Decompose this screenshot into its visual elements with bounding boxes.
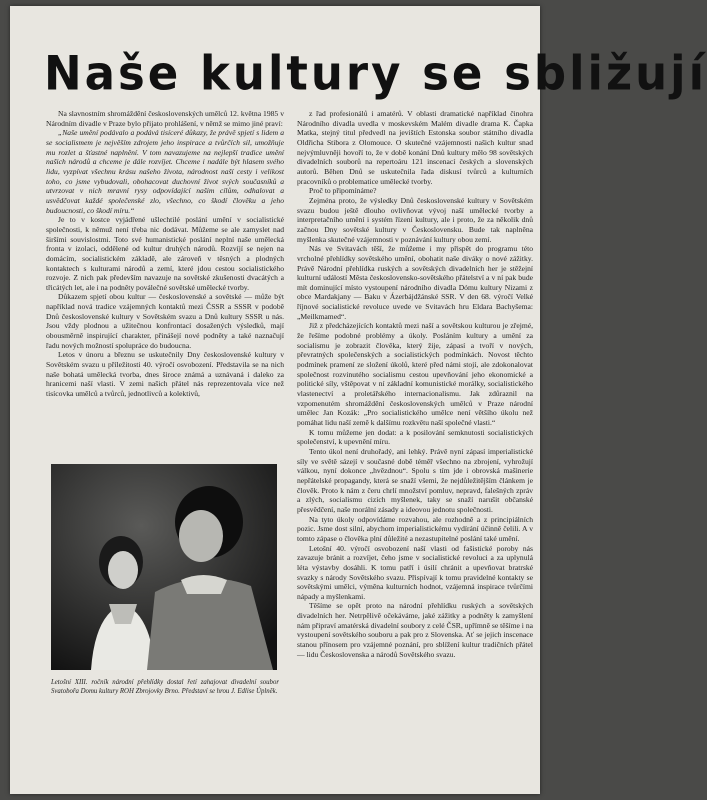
article-title: Naše kultury se sbližují — [44, 45, 707, 102]
paragraph: „Naše umění podávalo a podává tisíceré důkazy, že právě spjetí s lidem a se socialismem je nejvěším zdrojem jeho inspirace a tvůrčích sil, umožňuje mu rozlet a šťastné naplnění. V tom navazujeme na nejlepší tradice umění našich národů a chceme je dále rozvíjet. Chceme i nadále být hlasem svého lidu, vyzpívat všechnu krásu našeho života, národnost naší cesty i velikost toho, co jsme vybudovali, obohacovat duchovní život svých současníků a utvrzovat v nich mravní rysy odpovídající našim cílům, odhalovat a usvědčovat každé společenské zlo, všechno, co škodí člověku a jeho budoucnosti, co škodí míru.“ — [46, 128, 284, 215]
paragraph: Těšíme se opět proto na národní přehlídku ruských a sovětských divadelních her. Netrpělivě očekáváme, jaké zážitky a podněty k zamyšlení nám připraví amatérská divadelní soubory z celé ČSR, upřímně se těšíme i na vystoupení sovětského souboru a pak pro z Slovenska. Ať se jejich inscenace stanou přínosem pro vzájemné poznání, pro sblížení kultur tradičních přátel — lidu Československa a národů Sovětského svazu. — [297, 601, 533, 659]
paragraph: Tento úkol není druhořadý, ani lehký. Právě nyní zápasí imperialistické síly ve světě sázejí v současné době téměř všechno na zbrojení, vyhrožují válkou, nyní dokonce „hvězdnou“. Spolu s tím jde i obrovská mašinerie nepřátelské propagandy, která se snaží všemi, že nejdůležitějším článkem je člověk. Proto k nám z čeru chrlí množství pomluv, nepravd, falešných zpráv a zlých, socialismu cizích myšlenek, taky se snaží narušit občanské přesvědčení, naše morální zásady a ideovou jednotu společnosti. — [297, 446, 533, 514]
paragraph: z řad profesionálů i amatérů. V oblasti dramatické například činohra Národního divadla uvedla v moskevském Malém divadle drama K. Čapka Matka, stejný titul předvedl na jevištích Estonska soubor státního divadla Oldřicha Stibora z Olomouce. O skutečné vzájemnosti našich kultur snad nejvýmluvněji hovoří to, že v době konání Dnů kultury mělo 98 sovětských divadelních souborů na repertoáru 121 inscenací českých a slovenských autorů. Běhen Dnů se uskutečnila řada diskusí tvůrců a kulturních pracovníků o problematice umělecké tvorby. — [297, 109, 533, 186]
left-column — [46, 109, 284, 399]
paragraph: Na slavnostním shromáždění československých umělců 12. května 1985 v Národním divadle v Praze bylo přijato prohlášení, v němž se mimo jiné praví: — [46, 109, 284, 128]
paragraph: Na tyto úkoly odpovídáme rozvahou, ale rozhodně a z principiálních pozic. Jsme dost silní, abychom imperialistickému vydírání účinně čelili. A v tomto zápase o člověka plní důležité a nezastupitelné poslání také umění. — [297, 514, 533, 543]
paragraph: Již z předcházejících kontaktů mezi naší a sovětskou kulturou je zřejmé, že řešíme podobné problémy a úkoly. Posláním kultury a umění za socialismu je zobrazit člověka, který žije, zápasí a tvoří v nových, převratných společenských a socialistických podmínkách. Novost těchto podmínek pramení ze složení úkolů, které před námi stojí, ale zdokonalovat společnost rozvinutého socialismu cestou upevňování jeho ekonomické a politické síly, vštěpovat v ní základní komunistické morálky, socialistického vlastenectví a proletářského internacionalismu. Jak zdůraznil na vzpomenutém shromáždění československých umělců v Praze národní umělec Jan Kozák: „Pro socialistického umělce není většího úkolu než pomáhat lidu naší země k dalšímu rozkvětu naší společné vlasti.“ — [297, 321, 533, 427]
photo-caption: Letošní XIII. ročník národní přehlídky dostal řetí zahajovat divadelní soubor Svatobořa Domu kultury ROH Zbrojovky Brno. Představí se hrou J. Edlise Úplněk. — [51, 679, 279, 695]
paragraph: Zejména proto, že výsledky Dnů československé kultury v Sovětském svazu budou ještě dlouho ovlivňovat vývoj naší umělecké tvorby a interpretačního umění i systém řízení kultury, ale i proto, že za několik dnů začnou Dny sovětské kultury v Československu. Bude tak naplněna myšlenka skutečné vzájemnosti v poznávání kultury obou zemí. — [297, 195, 533, 244]
paragraph: Je to v kostce vyjádřené ušlechtilé poslání umění v socialistické společnosti, k němuž není třeba nic dodávat. Můžeme se ale zamyslet nad širšími souvislostmi. Toto své humanistické poslání neplní naše umělecká fronta v izolaci, oddělené od kultur druhých národů. Rozvíjí se nejen na domácím, socialistickém základě, ale zároveň v těsných a plodných kontaktech s kulturami národů a zemí, které jdou cestou socialistického rozvoje. Z nich pak především navazuje na sovětské zkušenosti dvacátých a třicátých let, ale i na podněty poválečné sovětské umělecké tvorby. — [46, 215, 284, 292]
photo-image — [51, 464, 277, 670]
magazine-page — [10, 6, 707, 794]
paragraph: Důkazem spjetí obou kultur — československé a sovětské — může být například nová tradice vzájemných kontaktů mezi ČSSR a SSSR v podobě Dnů československé kultury v Sovětském svazu a Dnů kultury SSSR u nás. Jsou vždy plodnou a užitečnou konfrontací dosažených výsledků, mají obousměrně inspirující charakter, přinášejí nové podněty a také naznačují řadu nových možností spolupráce do budoucna. — [46, 292, 284, 350]
paragraph: K tomu můžeme jen dodat: a k posilování semknutosti socialistických společenství, k upevnění míru. — [297, 427, 533, 447]
paragraph: Nás ve Svitavách těší, že můžeme i my přispět do programu této vrcholné přehlídky sovětského umění, obohatit naše diváky o nové zážitky. Právě Národní přehlídka ruských a sovětských divadelních her je stěžejní kulturní událostí Města československo-sovětského přátelství a v ní pak bude mít dominující místo vystoupení národního divadla Dómu kultury Nizami z obce Mardakjany — Baku v Ázerbájdžánské SSR. V den 68. výročí Velké říjnové socialistické revoluce uvede ve Svitavách hru Eldara Bachyšema: „Meilkmamed“. — [297, 244, 533, 321]
paragraph: Proč to připomínáme? — [309, 186, 377, 196]
theatre-photo — [51, 464, 277, 670]
right-column — [297, 109, 533, 659]
paragraph: Letos v únoru a březnu se uskutečnily Dny československé kultury v Sovětském svazu u příležitosti 40. výročí osvobození. Představila se na nich naše bohatá umělecká tvorba, dnes široce známá a uznávaná i daleko za hranicemi naší vlasti. V zemi našich přátel nás reprezentovala více než tisícovka umělců a tvůrců, jednotlivců a kolektivů, — [46, 350, 284, 399]
paragraph: Letošní 40. výročí osvobození naší vlasti od fašistické poroby nás zavazuje bránit a rozvíjet, čeho jsme v socialistické revoluci a za uplynulá léta výstavby dosáhli. K tomu patří i úsilí chránit a upevňovat bratrské svazky s národy Sovětského svazu. Přispívají k tomu pravidelné kontakty se sovětskými umělci, výměna kulturních hodnot, vzájemná inspirace tvůrčími nápady a myšlenkami. — [297, 543, 533, 601]
